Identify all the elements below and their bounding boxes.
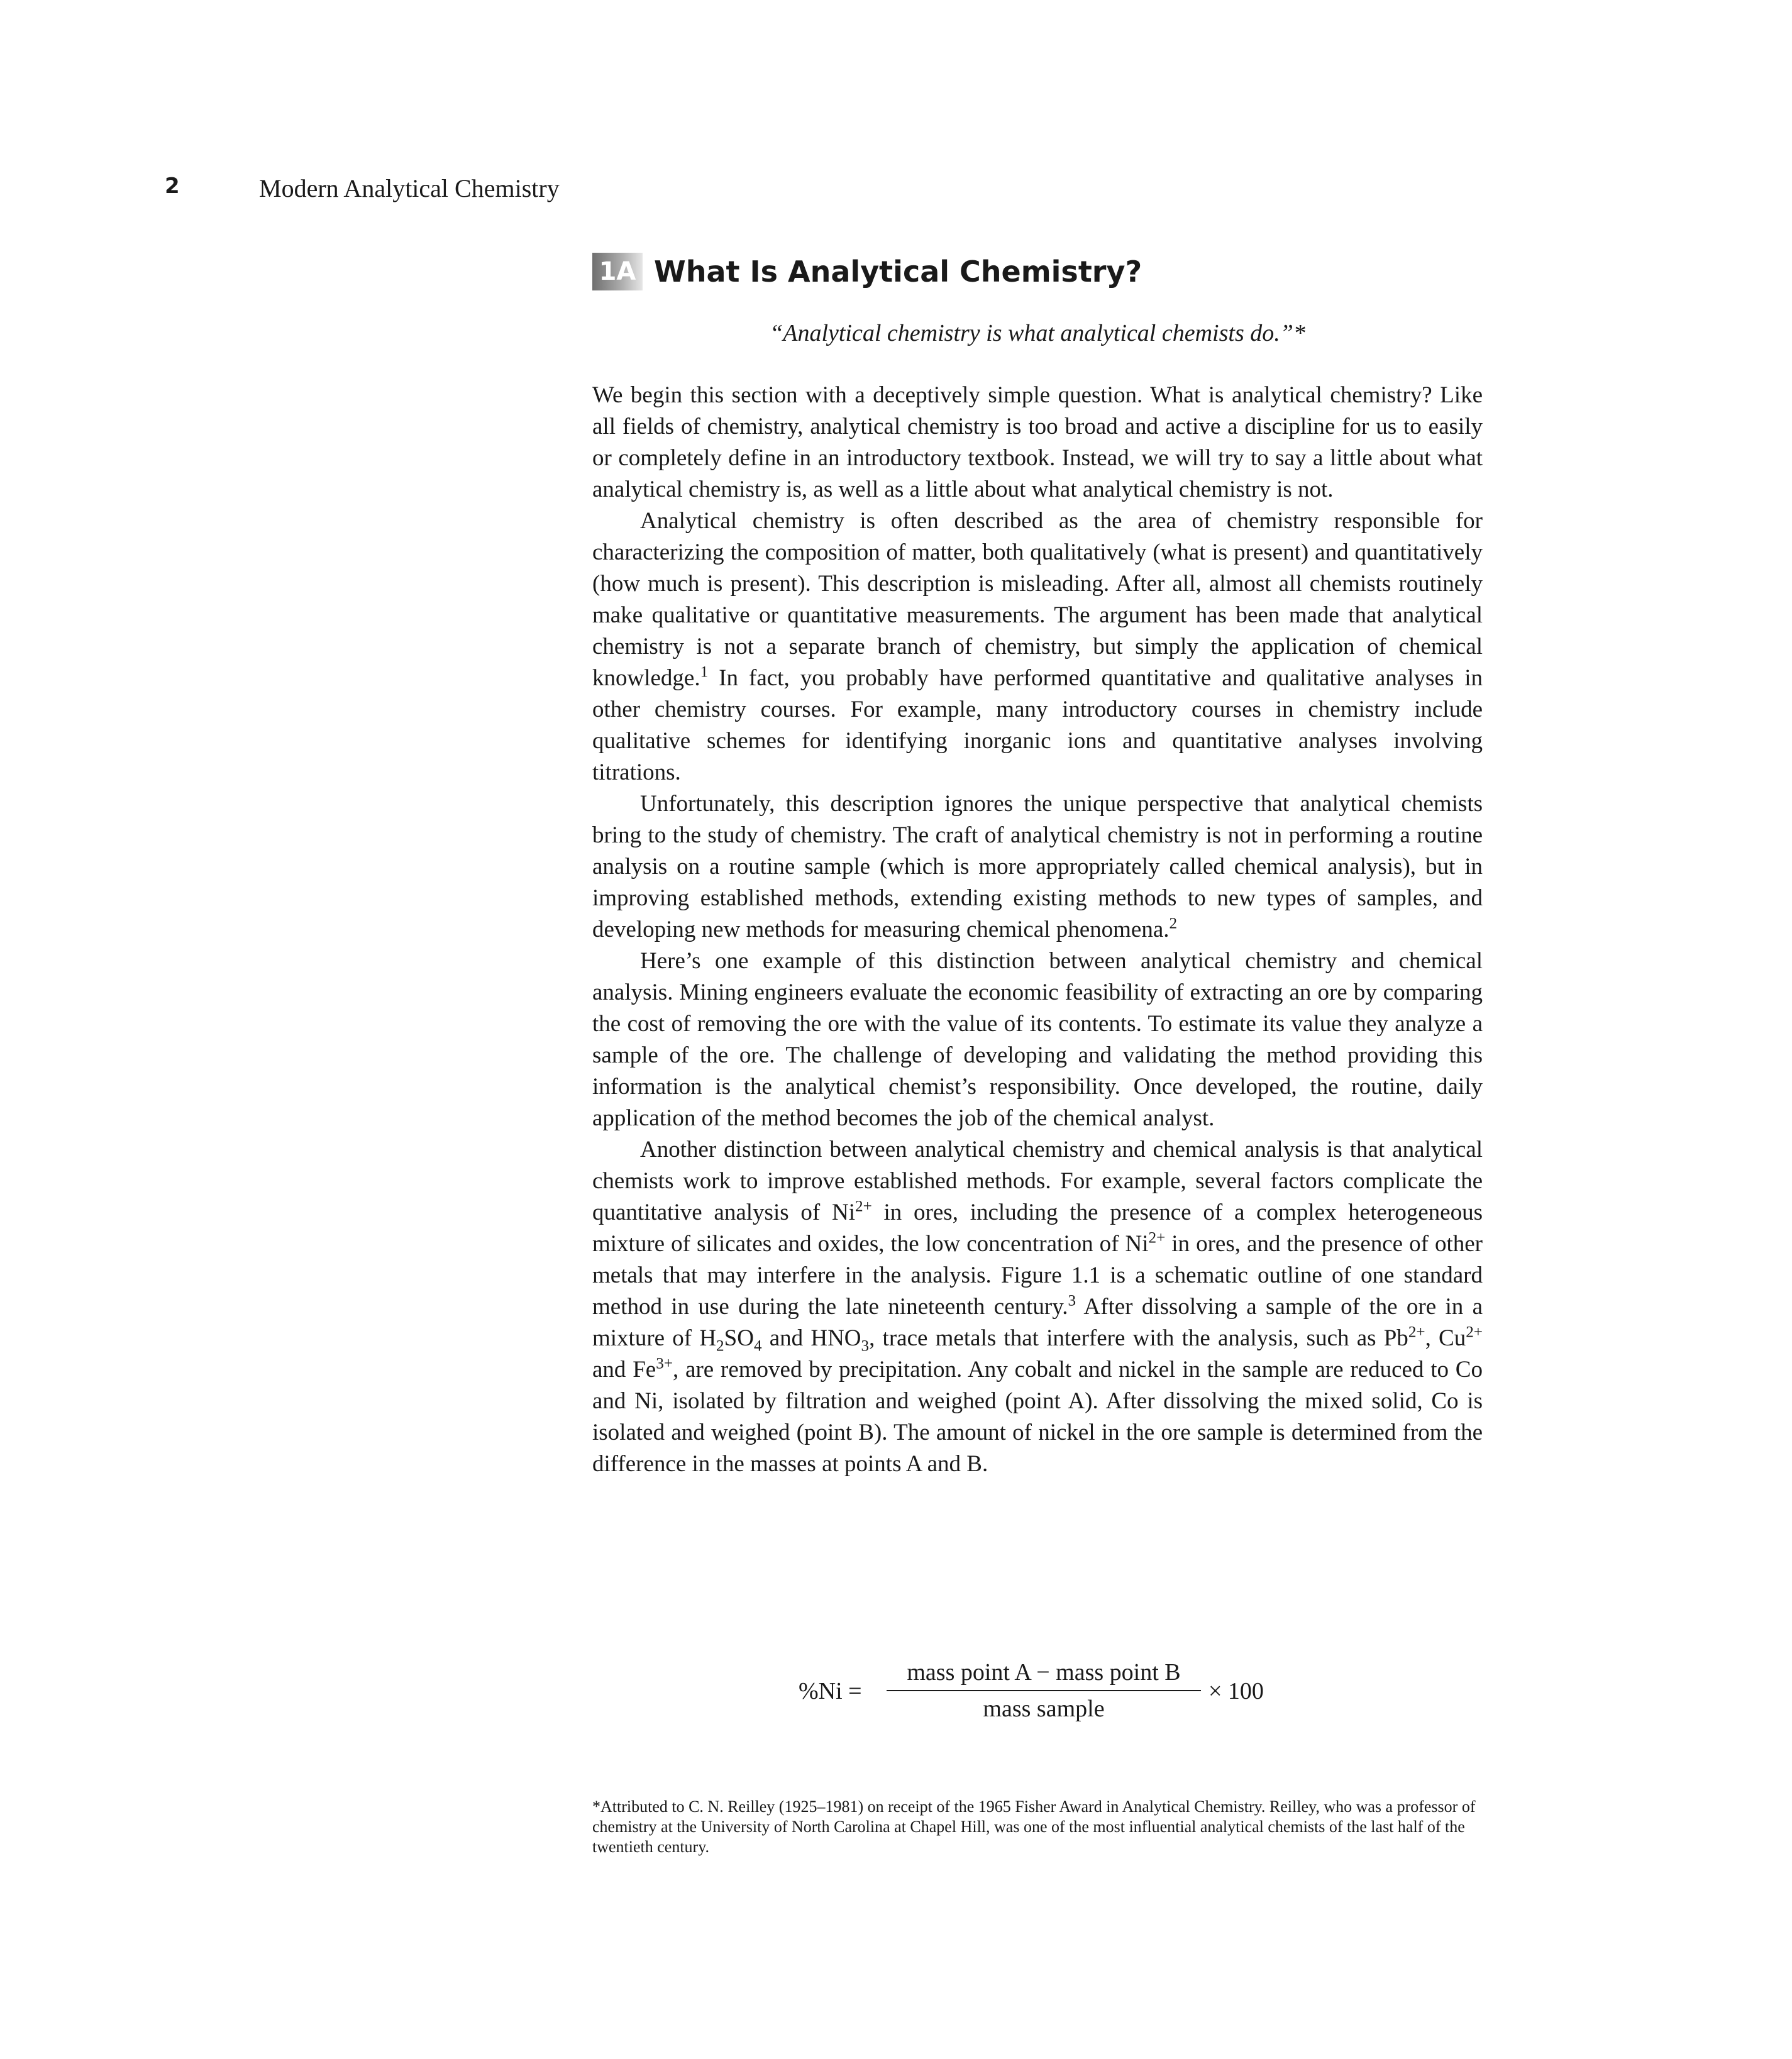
text-run: In fact, you probably have performed quantitative and qualitative analyses in other chemistry courses. For example, many introductory courses in chemistry include qualitative schemes for identifying inorganic ions and quantitative analyses involving titrations. (592, 665, 1483, 785)
superscript: 2+ (1466, 1323, 1483, 1341)
equation-numerator: mass point A − mass point B (907, 1659, 1181, 1686)
body-paragraph (592, 380, 1483, 505)
text-run: , are removed by precipitation. Any cobalt and nickel in the sample are reduced to Co and Ni, isolated by filtration and weighed (point A). After dissolving the mixed solid, Co is isolated and weighed (point B). The amount of nickel in the ore sample is determined from the difference in the masses at points A and B. (592, 1357, 1483, 1477)
equation-rhs: × 100 (1208, 1678, 1264, 1704)
body-text (592, 380, 1483, 1480)
text-run: , Cu (1425, 1325, 1466, 1351)
subscript: 4 (753, 1337, 762, 1355)
percent-nickel-equation (799, 1657, 1276, 1726)
text-run: Another distinction between analytical chemistry and chemical analysis is that analytical chemists work to improve established methods. For example, several factors complicate the quantitative analysis of Ni (592, 1137, 1483, 1225)
superscript: 2+ (1408, 1323, 1425, 1341)
section-label-badge: 1A (592, 253, 643, 290)
text-run: SO (724, 1325, 754, 1351)
superscript: 3 (1068, 1292, 1076, 1310)
equation-lhs: %Ni = (799, 1678, 862, 1704)
text-run: and HNO (761, 1325, 861, 1351)
subscript: 3 (861, 1337, 870, 1355)
text-run: , trace metals that interfere with the analysis, such as Pb (869, 1325, 1408, 1351)
superscript: 1 (700, 663, 709, 681)
body-paragraph (592, 788, 1483, 946)
text-run: in ores, and the presence of other metals that may interfere in the analysis. Figure 1.1 is a schematic outline of one standard method in use during the late nineteenth century. (592, 1231, 1483, 1320)
text-run: Here’s one example of this distinction between analytical chemistry and chemical analysis. Mining engineers evaluate the economic feasibility of extracting an ore by comparing the cost of removing the ore with the value of its contents. To estimate its value they analyze a sample of the ore. The challenge of developing and validating the method providing this information is the analytical chemist’s responsibility. Once developed, the routine, daily application of the method becomes the job of the chemical analyst. (592, 948, 1483, 1131)
superscript: 2+ (1148, 1229, 1166, 1247)
text-run: Analytical chemistry is often described as the area of chemistry responsible for characterizing the composition of matter, both qualitatively (what is present) and quantitatively (how much is present). This description is misleading. After all, almost all chemists routinely make qualitative or quantitative measurements. The argument has been made that analytical chemistry is not a separate branch of chemistry, but simply the application of chemical knowledge. (592, 508, 1483, 691)
epigraph-quote: “Analytical chemistry is what analytical chemists do.”* (770, 320, 1305, 346)
superscript: 2 (1169, 915, 1178, 932)
footnote: *Attributed to C. N. Reilley (1925–1981) on receipt of the 1965 Fisher Award in Analytical Chemistry. Reilley, who was a professor of chemistry at the University of North Carolina at Chapel Hill, was one of the most influential analytical chemists of the last half of the twentieth century. (592, 1797, 1476, 1856)
section-title: What Is Analytical Chemistry? (654, 255, 1142, 289)
running-head: Modern Analytical Chemistry (259, 174, 560, 202)
equation-fraction (887, 1657, 1201, 1724)
fraction-bar (887, 1690, 1201, 1691)
text-run: We begin this section with a deceptively simple question. What is analytical chemistry? Like all fields of chemistry, analytical chemistry is too broad and active a discipline for us to easily or completely define in an introductory textbook. Instead, we will try to say a little about what analytical chemistry is, as well as a little about what analytical chemistry is not. (592, 382, 1483, 502)
body-paragraph (592, 1134, 1483, 1480)
superscript: 2+ (855, 1198, 872, 1215)
page-number: 2 (165, 174, 180, 199)
subscript: 2 (716, 1337, 724, 1355)
body-paragraph (592, 946, 1483, 1134)
text-run: in ores, including the presence of a complex heterogeneous mixture of silicates and oxides, the low concentration of Ni (592, 1200, 1483, 1257)
text-run: and Fe (592, 1357, 656, 1383)
section-heading (592, 250, 1142, 293)
superscript: 3+ (656, 1355, 673, 1372)
body-paragraph (592, 505, 1483, 788)
text-run: After dissolving a sample of the ore in a mixture of H (592, 1294, 1483, 1351)
equation-denominator: mass sample (983, 1696, 1105, 1722)
text-run: Unfortunately, this description ignores the unique perspective that analytical chemists bring to the study of chemistry. The craft of analytical chemistry is not in performing a routine analysis on a routine sample (which is more appropriately called chemical analysis), but in improving established methods, extending existing methods to new types of samples, and developing new methods for measuring chemical phenomena. (592, 791, 1483, 942)
